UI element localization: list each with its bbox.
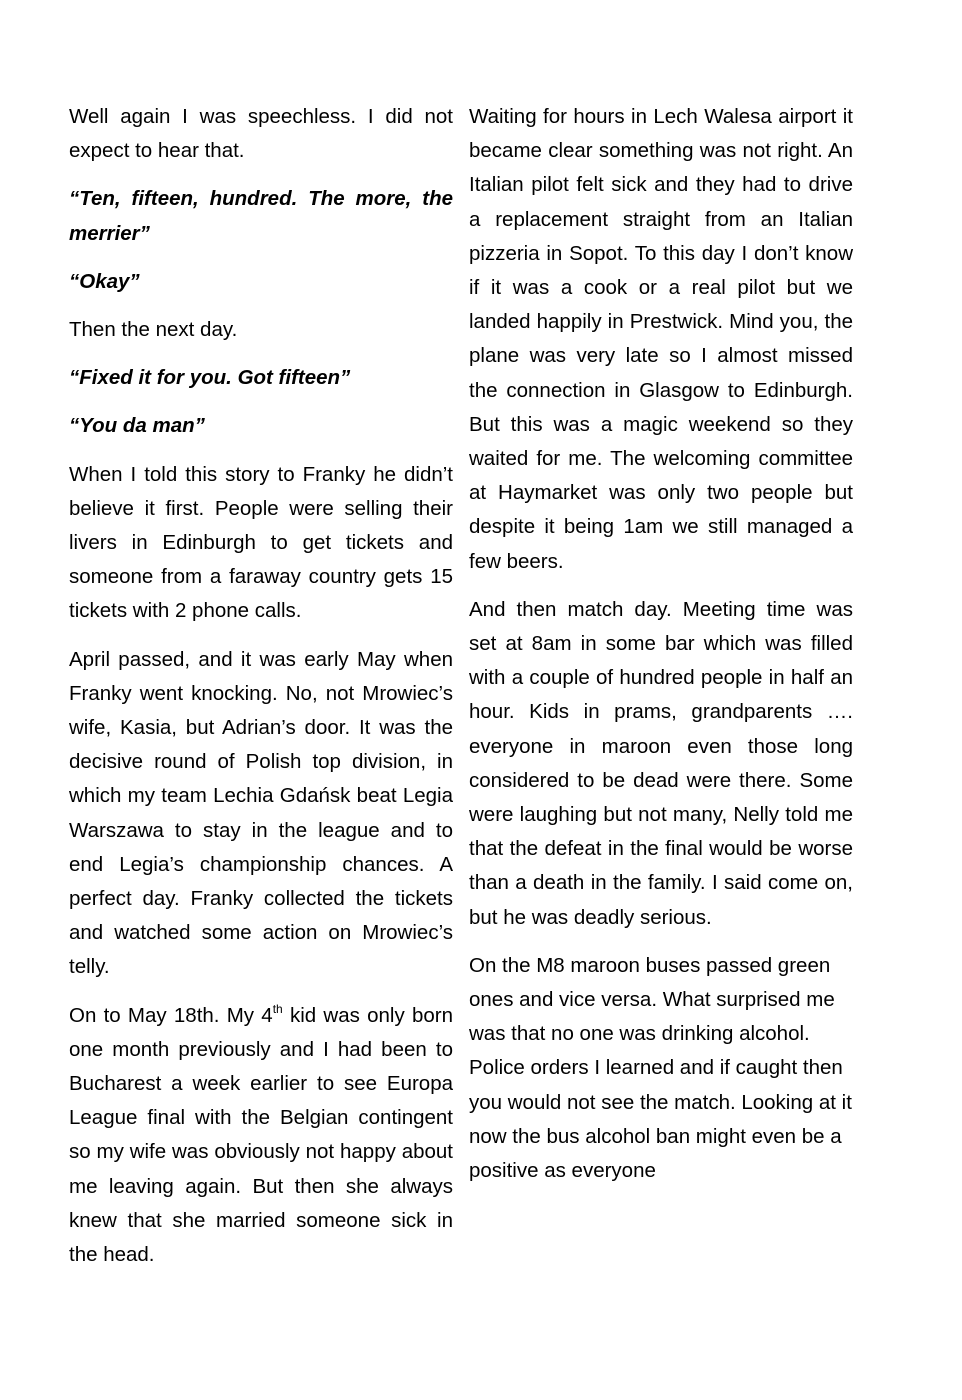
right-column [469,100,853,1202]
paragraph-airport: Waiting for hours in Lech Walesa airport it became clear something was not right. An Italian pilot felt sick and they had to drive a replacement straight from an Italian pizzeria in Sopot. To this day I don’t know if it was a cook or a real pilot but we landed happily in Prestwick. Mind you, the plane was very late so I almost missed the connection in Glasgow to Edinburgh. But this was a magic weekend so they waited for me. The welcoming committee at Haymarket was only two people but despite it being 1am we still managed a few beers. [469,105,853,573]
quote-you-da-man: “You da man” [69,414,205,438]
left-column [69,100,453,1286]
may-18th-text-start: On to May 18th. My 4 [69,1003,273,1027]
quote-okay: “Okay” [69,269,140,293]
paragraph-m8-buses: On the M8 maroon buses passed green ones and vice versa. What surprised me was that no one was drinking alcohol. Police orders I learned and if caught then you would not see the match. Looking at it now the bus alcohol ban might even be a positive as everyone [469,953,852,1183]
quote-ten-fifteen: “Ten, fifteen, hundred. The more, the merrier” [69,187,453,245]
paragraph-match-day: And then match day. Meeting time was set at 8am in some bar which was filled with a couple of hundred people in half an hour. Kids in prams, grandparents …. everyone in maroon even those long considered to be dead were there. Some were laughing but not many, Nelly told me that the defeat in the final would be worse than a death in the family. I said come on, but he was deadly serious. [469,597,853,929]
paragraph-franky-story: When I told this story to Franky he didn’t believe it first. People were selling their livers in Edinburgh to get tickets and someone from a faraway country gets 15 tickets with 2 phone calls. [69,462,453,623]
ordinal-superscript: th [272,1001,283,1016]
may-18th-text-end: kid was only born one month previously and I had been to Bucharest a week earlier to see Europa League final with the Belgian contingent so my wife was obviously not happy about me leaving again. But then she always knew that she married someone sick in the head. [69,1003,453,1267]
quote-fixed-it: “Fixed it for you. Got fifteen” [69,366,351,390]
paragraph-april-passed: April passed, and it was early May when Franky went knocking. No, not Mrowiec’s wife, Kasia, but Adrian’s door. It was the decisive round of Polish top division, in which my team Lechia Gdańsk beat Legia Warszawa to stay in the league and to end Legia’s championship chances. A perfect day. Franky collected the tickets and watched some action on Mrowiec’s telly. [69,647,453,979]
paragraph-speechless: Well again I was speechless. I did not expect to hear that. [69,105,453,163]
paragraph-may-18th [69,999,453,1273]
paragraph-next-day: Then the next day. [69,318,238,342]
